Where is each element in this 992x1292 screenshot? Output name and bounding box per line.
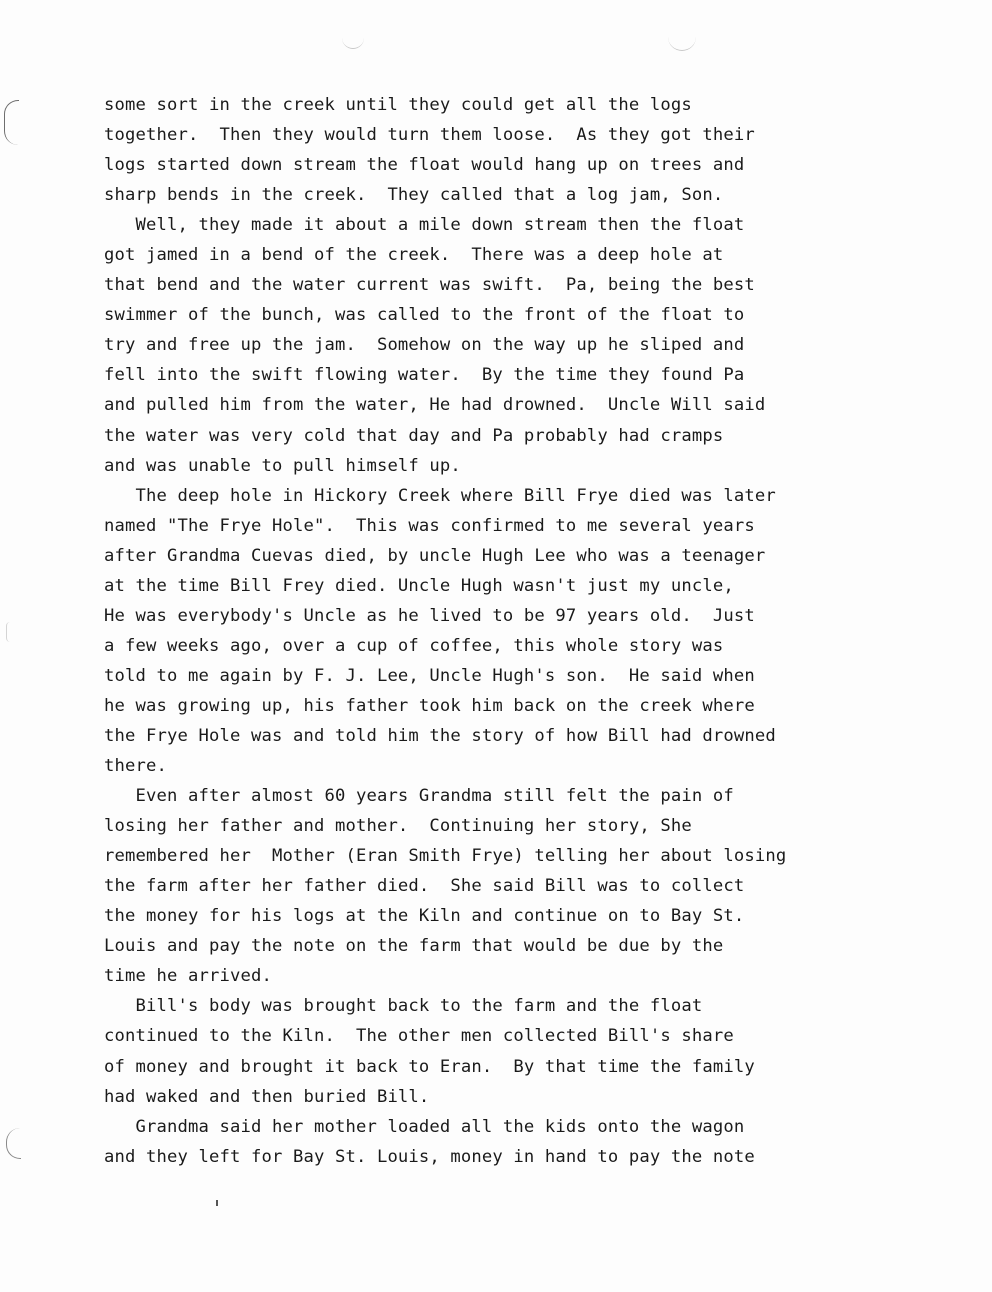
text-line: try and free up the jam. Somehow on the way up he sliped and — [104, 335, 745, 356]
text-line: the Frye Hole was and told him the story of how Bill had drowned — [104, 725, 776, 746]
text-line: Bill's body was brought back to the farm and the float — [104, 996, 703, 1017]
text-line: swimmer of the bunch, was called to the front of the float to — [104, 305, 745, 326]
stray-ink-mark — [216, 1200, 218, 1206]
text-line: got jamed in a bend of the creek. There was a deep hole at — [104, 245, 724, 266]
text-line: Grandma said her mother loaded all the kids onto the wagon — [104, 1116, 745, 1137]
text-line: named "The Frye Hole". This was confirmed to me several years — [104, 515, 755, 536]
text-line: told to me again by F. J. Lee, Uncle Hugh's son. He said when — [104, 665, 755, 686]
hole-punch-mark-top-right — [668, 36, 696, 51]
text-line: He was everybody's Uncle as he lived to be 97 years old. Just — [104, 605, 755, 626]
text-line: the money for his logs at the Kiln and continue on to Bay St. — [104, 906, 745, 927]
text-line: and they left for Bay St. Louis, money in hand to pay the note — [104, 1146, 755, 1167]
text-line: of money and brought it back to Eran. By that time the family — [104, 1056, 755, 1077]
text-line: and pulled him from the water, He had drowned. Uncle Will said — [104, 395, 766, 416]
text-line: some sort in the creek until they could get all the logs — [104, 95, 692, 115]
text-line: the farm after her father died. She said Bill was to collect — [104, 876, 745, 897]
text-line: and was unable to pull himself up. — [104, 455, 461, 476]
text-line: logs started down stream the float would hang up on trees and — [104, 155, 745, 176]
text-line: remembered her Mother (Eran Smith Frye) telling her about losing — [104, 846, 787, 867]
text-line: Well, they made it about a mile down stream then the float — [104, 215, 745, 236]
text-line: Louis and pay the note on the farm that would be due by the — [104, 936, 724, 957]
text-line: after Grandma Cuevas died, by uncle Hugh Lee who was a teenager — [104, 545, 766, 566]
hole-punch-mark-top-left — [342, 36, 364, 49]
text-line: time he arrived. — [104, 966, 272, 987]
typewritten-text-block — [104, 90, 984, 1172]
text-line: that bend and the water current was swift. Pa, being the best — [104, 275, 755, 296]
text-line: continued to the Kiln. The other men collected Bill's share — [104, 1026, 734, 1047]
margin-scan-mark-lower — [6, 1128, 21, 1159]
text-line: losing her father and mother. Continuing her story, She — [104, 816, 692, 837]
text-line: The deep hole in Hickory Creek where Bill Frye died was later — [104, 485, 776, 506]
text-line: Even after almost 60 years Grandma still felt the pain of — [104, 786, 734, 807]
text-line: there. — [104, 756, 167, 777]
margin-scan-mark-middle — [6, 622, 11, 642]
text-line: he was growing up, his father took him back on the creek where — [104, 695, 755, 716]
text-line: sharp bends in the creek. They called that a log jam, Son. — [104, 185, 724, 206]
margin-scan-mark-upper — [4, 100, 19, 145]
text-line: fell into the swift flowing water. By the time they found Pa — [104, 365, 745, 386]
text-line: a few weeks ago, over a cup of coffee, this whole story was — [104, 635, 724, 656]
text-line: the water was very cold that day and Pa probably had cramps — [104, 425, 724, 446]
text-line: together. Then they would turn them loose. As they got their — [104, 125, 755, 146]
text-line: had waked and then buried Bill. — [104, 1086, 430, 1107]
text-line: at the time Bill Frey died. Uncle Hugh wasn't just my uncle, — [104, 575, 734, 596]
